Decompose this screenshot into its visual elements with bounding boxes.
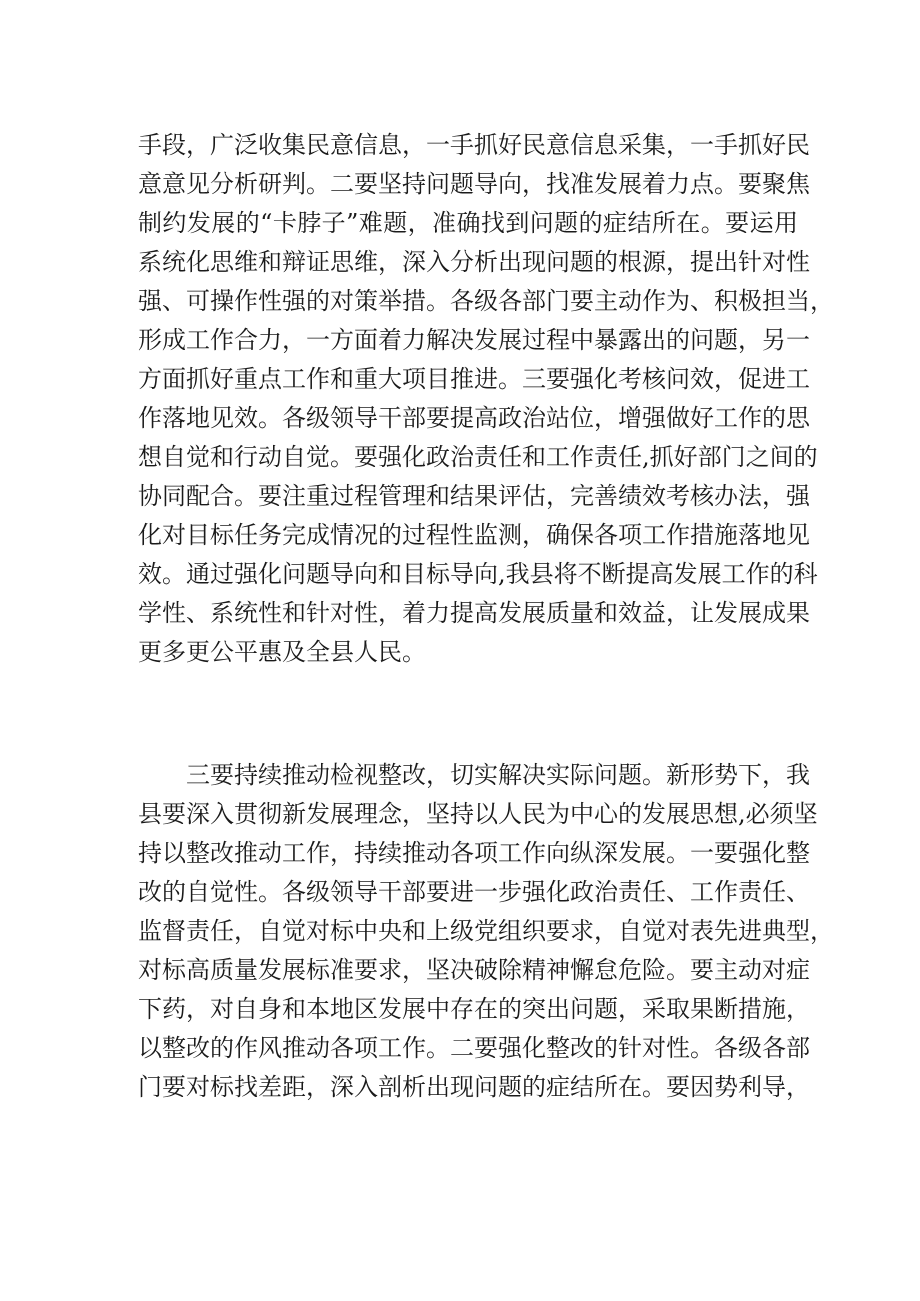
text-line: 监督责任，自觉对标中央和上级党组织要求，自觉对表先进典型， — [138, 917, 834, 945]
text-line: 化对目标任务完成情况的过程性监测，确保各项工作措施落地见 — [138, 521, 810, 549]
paragraph-1 — [138, 126, 834, 672]
text-line: 想自觉和行动自觉。要强化政治责任和工作责任,抓好部门之间的 — [138, 443, 818, 471]
text-line: 三要持续推动检视整改，切实解决实际问题。新形势下，我 — [186, 761, 810, 789]
text-line: 持以整改推动工作，持续推动各项工作向纵深发展。一要强化整 — [138, 839, 810, 867]
text-line: 作落地见效。各级领导干部要提高政治站位，增强做好工作的思 — [138, 404, 810, 432]
text-line: 下药，对自身和本地区发展中存在的突出问题，采取果断措施， — [138, 995, 810, 1023]
text-line: 强、可操作性强的对策举措。各级各部门要主动作为、积极担当， — [138, 287, 834, 315]
text-line: 意意见分析研判。二要坚持问题导向，找准发展着力点。要聚焦 — [138, 170, 810, 198]
text-line: 形成工作合力，一方面着力解决发展过程中暴露出的问题，另一 — [138, 326, 810, 354]
text-line: 以整改的作风推动各项工作。二要强化整改的针对性。各级各部 — [138, 1034, 810, 1062]
text-line: 门要对标找差距，深入剖析出现问题的症结所在。要因势利导， — [138, 1073, 810, 1101]
text-line: 效。通过强化问题导向和目标导向,我县将不断提高发展工作的科 — [138, 560, 818, 588]
text-line: 县要深入贯彻新发展理念，坚持以人民为中心的发展思想,必须坚 — [138, 800, 818, 828]
text-line: 学性、系统性和针对性，着力提高发展质量和效益，让发展成果 — [138, 599, 810, 627]
text-line: 协同配合。要注重过程管理和结果评估，完善绩效考核办法，强 — [138, 482, 810, 510]
text-line: 系统化思维和辩证思维，深入分析出现问题的根源，提出针对性 — [138, 248, 810, 276]
text-line: 对标高质量发展标准要求，坚决破除精神懈怠危险。要主动对症 — [138, 956, 810, 984]
text-line: 改的自觉性。各级领导干部要进一步强化政治责任、工作责任、 — [138, 878, 810, 906]
text-line: 手段，广泛收集民意信息，一手抓好民意信息采集，一手抓好民 — [138, 131, 810, 159]
paragraph-2 — [138, 756, 834, 1107]
text-line: 更多更公平惠及全县人民。 — [138, 638, 426, 666]
text-line: 制约发展的“卡脖子”难题，准确找到问题的症结所在。要运用 — [138, 209, 798, 237]
text-line: 方面抓好重点工作和重大项目推进。三要强化考核问效，促进工 — [138, 365, 810, 393]
